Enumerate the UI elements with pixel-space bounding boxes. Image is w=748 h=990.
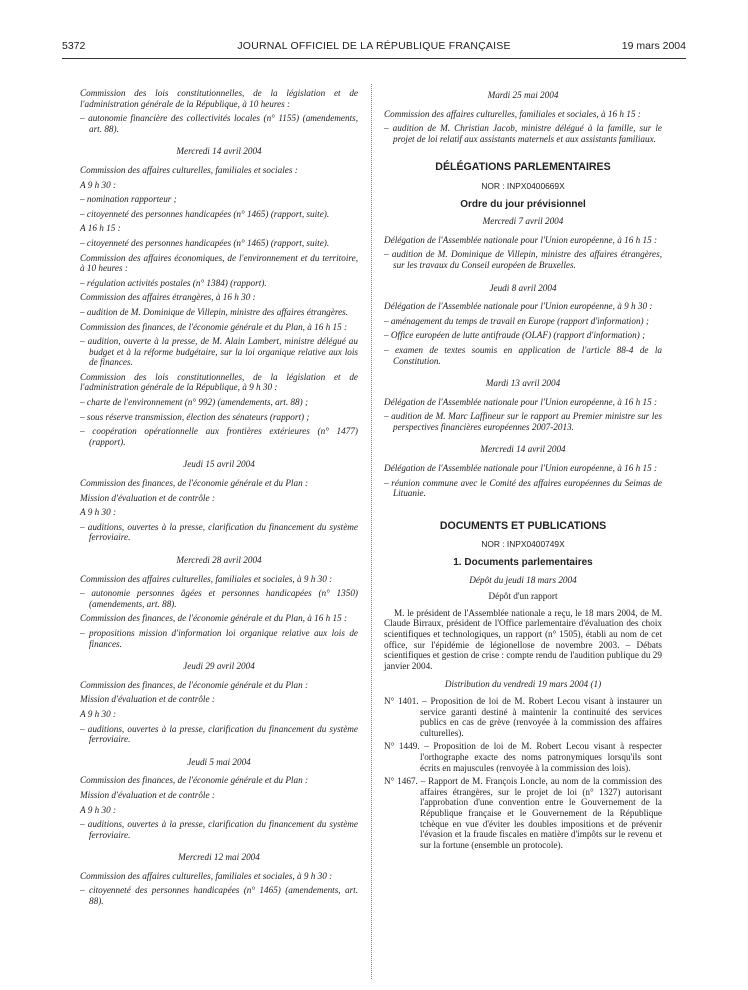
agenda-item: – régulation activités postales (n° 1384) (rapport). [80,277,267,288]
committee-heading: Commission des finances, de l'économie générale et du Plan : [80,478,309,489]
time-label: A 9 h 30 : [80,804,117,815]
committee-heading: Commission des finances, de l'économie générale et du Plan, à 16 h 15 : [80,321,348,332]
subsection-heading: Ordre du jour prévisionnel [460,198,586,210]
delegation-heading: Délégation de l'Assemblée nationale pour l'Union européenne, à 16 h 15 : [384,463,658,474]
date-heading: Mardi 25 mai 2004 [487,90,559,100]
issue-date: 19 mars 2004 [621,40,686,52]
date-heading: Mardi 13 avril 2004 [485,378,561,389]
date-heading: Mercredi 12 mai 2004 [178,852,260,863]
agenda-item: – audition de M. Dominique de Villepin, ministre des affaires étrangères. [80,306,349,317]
document-item: N° 1467. – Rapport de M. François Loncle, au nom de la commission des affaires étrangères, sur le projet de loi (n° 1327) autorisant l'approbation d'une convention entre le Gouvernement de la République française et le Gouvernement de la République tchèque en vue d'éviter les doubles impositions et de prévenir l'évasion et la fraude fiscales en matière d'impôts sur le revenu et sur la fortune (ensemble un protocole). [384,776,662,850]
time-label: A 16 h 15 : [80,223,121,234]
committee-heading: Commission des affaires culturelles, familiales et sociales, à 9 h 30 : [80,573,333,584]
delegation-heading: Délégation de l'Assemblée nationale pour l'Union européenne, à 16 h 15 : [384,396,658,407]
agenda-item: – Office européen de lutte antifraude (OLAF) (rapport d'information) ; [384,330,646,341]
date-heading: Jeudi 5 mai 2004 [187,756,251,767]
subsection-heading: 1. Documents parlementaires [453,557,593,569]
date-heading: Jeudi 29 avril 2004 [183,661,255,672]
agenda-item: – autonomie financière des collectivités locales (n° 1155) (amendements, art. 88). [80,113,358,134]
date-heading: Mercredi 28 avril 2004 [176,555,262,565]
delegation-heading: Délégation de l'Assemblée nationale pour l'Union européenne, à 9 h 30 : [384,301,653,312]
agenda-item: – citoyenneté des personnes handicapées (n° 1465) (amendements, art. 88). [80,885,358,907]
section-heading-delegations: DÉLÉGATIONS PARLEMENTAIRES [435,161,611,174]
delegation-heading: Délégation de l'Assemblée nationale pour l'Union européenne, à 16 h 15 : [384,234,658,245]
nor-reference: NOR : INPX0400669X [481,180,565,191]
agenda-item: – coopération opérationnelle aux frontières extérieures (n° 1477) (rapport). [80,426,358,447]
agenda-item: – charte de l'environnement (n° 992) (amendements, art. 88) ; [80,397,309,408]
date-heading: Mercredi 14 avril 2004 [480,444,566,455]
agenda-item: – auditions, ouvertes à la presse, clarification du financement du système ferroviaire. [80,819,358,840]
document-item: N° 1401. – Proposition de loi de M. Robert Lecou visant à instaurer un service garanti destiné à maintenir la continuité des services publics en cas de grève (renvoyée à la commission des affaires culturelles). [384,695,662,738]
section-heading-documents: DOCUMENTS ET PUBLICATIONS [439,519,607,532]
mission-label: Mission d'évaluation et de contrôle : [80,492,215,503]
journal-title: JOURNAL OFFICIEL DE LA RÉPUBLIQUE FRANÇAISE [237,40,511,52]
committee-heading: Commission des affaires culturelles, familiales et sociales, à 16 h 15 : [384,108,641,119]
committee-heading: Commission des lois constitutionnelles, de la législation et de l'administration générale de la République, à 9 h 30 : [80,371,358,393]
date-heading: Jeudi 8 avril 2004 [489,282,557,293]
committee-heading: Commission des lois constitutionnelles, de la législation et de l'administration générale de la République, à 10 heures : [80,88,358,109]
right-column [384,88,662,853]
agenda-item: – audition, ouverte à la presse, de M. Alain Lambert, ministre délégué au budget et à la réforme budgétaire, sur la loi organique relative aux lois de finances. [80,336,358,368]
committee-heading: Commission des affaires étrangères, à 16 h 30 : [80,292,256,303]
committee-heading: Commission des affaires culturelles, familiales et sociales, à 9 h 30 : [80,870,333,881]
agenda-item: – audition de M. Dominique de Villepin, ministre des affaires étrangères, sur les travaux du Conseil européen de Bruxelles. [384,249,662,270]
date-heading: Jeudi 15 avril 2004 [183,459,255,470]
mission-label: Mission d'évaluation et de contrôle : [80,694,215,705]
date-heading: Distribution du vendredi 19 mars 2004 (1) [444,679,602,690]
agenda-item: – aménagement du temps de travail en Europe (rapport d'information) ; [384,315,649,326]
date-heading: Mercredi 7 avril 2004 [482,216,564,227]
committee-heading: Commission des affaires économiques, de l'environnement et du territoire, à 10 heures : [80,252,358,274]
agenda-item: – auditions, ouvertes à la presse, clarification du financement du système ferroviaire. [80,723,358,745]
report-paragraph: M. le président de l'Assemblée nationale a reçu, le 18 mars 2004, de M. Claude Birraux, président de l'Office parlementaire d'évaluation des choix scientifiques et technologiques, un rapport (n° 1505), établi au nom de cet office, sur l'épidémie de légionellose de novembre 2003. – Débats scientifiques et gestion de crise : compte rendu de l'audition publique du 29 janvier 2004. [384,607,662,671]
deposit-heading: Dépôt d'un rapport [488,591,558,602]
committee-heading: Commission des affaires culturelles, familiales et sociales : [80,164,298,175]
agenda-item: – audition de M. Marc Laffineur sur le rapport au Premier ministre sur les perspectives financières européennes 2007-2013. [384,411,662,432]
column-divider [371,84,372,979]
committee-heading: Commission des finances, de l'économie générale et du Plan, à 16 h 15 : [80,613,348,624]
agenda-item: – propositions mission d'information loi organique relative aux lois de finances. [80,627,358,649]
left-column [80,88,358,911]
page-number: 5372 [62,40,86,52]
agenda-item: – citoyenneté des personnes handicapées (n° 1465) (rapport, suite). [80,208,330,219]
agenda-item: – citoyenneté des personnes handicapées (n° 1465) (rapport, suite). [80,237,330,248]
committee-heading: Commission des finances, de l'économie générale et du Plan : [80,679,309,690]
mission-label: Mission d'évaluation et de contrôle : [80,789,215,800]
time-label: A 9 h 30 : [80,179,117,190]
agenda-item: – autonomie personnes âgées et personnes handicapées (n° 1350) (amendements, art. 88). [80,588,358,609]
time-label: A 9 h 30 : [80,708,117,719]
page-header [62,40,686,56]
agenda-item: – nomination rapporteur ; [80,194,177,205]
agenda-item: – sous réserve transmission, élection des sénateurs (rapport) ; [80,411,310,422]
date-heading: Dépôt du jeudi 18 mars 2004 [469,574,577,585]
header-rule [62,58,686,59]
committee-heading: Commission des finances, de l'économie générale et du Plan : [80,775,309,786]
time-label: A 9 h 30 : [80,507,117,518]
agenda-item: – réunion commune avec le Comité des affaires européennes du Seimas de Lituanie. [384,477,662,499]
agenda-item: – examen de textes soumis en application de l'article 88-4 de la Constitution. [384,344,662,366]
date-heading: Mercredi 14 avril 2004 [176,146,262,157]
nor-reference: NOR : INPX0400749X [481,539,565,550]
agenda-item: – auditions, ouvertes à la presse, clarification du financement du système ferroviaire. [80,521,358,543]
document-item: N° 1449. – Proposition de loi de M. Robert Lecou visant à respecter l'orthographe exacte des noms patronymiques lorsqu'ils sont écrits en majuscules (renvoyée à la commission des lois). [384,741,662,773]
agenda-item: – audition de M. Christian Jacob, ministre délégué à la famille, sur le projet de loi relatif aux assistants maternels et aux assistants familiaux. [384,123,662,144]
